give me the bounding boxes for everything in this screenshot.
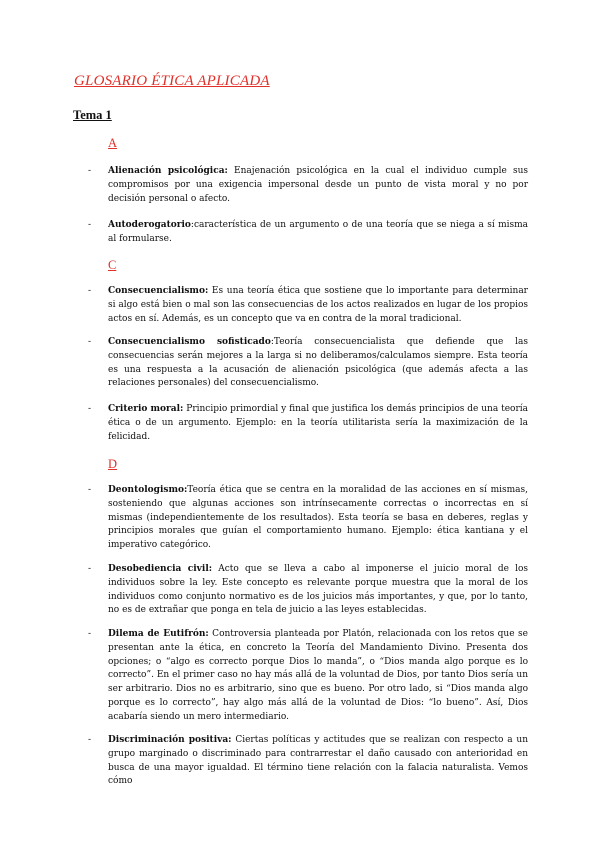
glossary-definition: :característica de un argumento o de una teoría que se niega a sí misma al formularse. [108,220,528,244]
glossary-entry [88,628,528,725]
glossary-definition: Teoría ética que se centra en la moralidad de las acciones en sí mismas, sosteniendo que algunas acciones son intrínsecamente correctas o incorrectas en sí mismas (independientemente de los resultados). Esta teoría se basa en deberes, reglas y principios morales que guían el comportamiento humano. Ejemplo: ética kantiana y el imperativo categórico. [108,485,528,551]
glossary-entry [88,219,528,247]
glossary-definition: :Teoría consecuencialista que defiende que las consecuencias serán mejores a la larga si no deliberamos/calculamos siempre. Esta teoría es una respuesta a la acusación de alienación psicológica (que además afecta a las relaciones personales) del consecuencialismo. [108,337,528,389]
glossary-term: Deontologismo: [108,485,188,495]
letter-heading-d: D [108,457,118,471]
list-bullet: - [88,286,92,296]
page-title: GLOSARIO ÉTICA APLICADA [74,73,270,89]
letter-heading-c: C [108,258,117,272]
glossary-entry [88,734,528,789]
glossary-definition: Enajenación psicológica en la cual el individuo cumple sus compromisos por una exigencia impersonal desde un punto de vista moral y no por decisión personal o afecto. [108,166,528,204]
section-heading: Tema 1 [73,108,112,122]
glossary-term: Alienación psicológica: [108,166,228,176]
list-bullet: - [88,337,92,347]
glossary-term: Dilema de Eutifrón: [108,629,209,639]
glossary-entry [88,336,528,391]
glossary-entry [88,165,528,206]
glossary-term: Discriminación positiva: [108,735,232,745]
letter-heading-a: A [108,136,118,150]
glossary-term: Consecuencialismo sofisticado [108,337,271,347]
glossary-definition: Ciertas políticas y actitudes que se realizan con respecto a un grupo marginado o discriminado para contrarrestar el daño causado con anterioridad en busca de una mayor igualdad. El término tiene relación con la falacia naturalista. Vemos cómo [108,735,528,787]
list-bullet: - [88,564,92,574]
glossary-term: Desobediencia civil: [108,564,213,574]
glossary-entry [88,484,528,553]
glossary-entry [88,563,528,618]
list-bullet: - [88,735,92,745]
glossary-entry [88,403,528,444]
glossary-term: Autoderogatorio [108,220,191,230]
list-bullet: - [88,166,92,176]
glossary-term: Criterio moral: [108,404,184,414]
list-bullet: - [88,629,92,639]
glossary-definition: Es una teoría ética que sostiene que lo importante para determinar si algo está bien o mal son las consecuencias de los actos realizados en lugar de los propios actos en sí. Además, es un concepto que va en contra de la moral tradicional. [108,286,528,324]
glossary-term: Consecuencialismo: [108,286,209,296]
glossary-entry [88,285,528,326]
list-bullet: - [88,220,92,230]
glossary-definition: Principio primordial y final que justifica los demás principios de una teoría ética o de un argumento. Ejemplo: en la teoría utilitarista sería la maximización de la felicidad. [108,404,528,442]
list-bullet: - [88,485,92,495]
glossary-definition: Acto que se lleva a cabo al imponerse el juicio moral de los individuos sobre la ley. Este concepto es relevante porque muestra que la moral de los individuos como conjunto normativo es de los juicios más importantes, y que, por lo tanto, no es de extrañar que ponga en tela de juicio a las leyes establecidas. [108,564,528,616]
list-bullet: - [88,404,92,414]
glossary-definition: Controversia planteada por Platón, relacionada con los retos que se presentan ante la ética, en concreto la Teoría del Mandamiento Divino. Presenta dos opciones; o “algo es correcto porque Dios lo manda”, o “Dios manda algo porque es lo correcto”. En el primer caso no hay más allá de la voluntad de Dios, por tanto Dios sería un ser arbitrario. Dios no es arbitrario, sino que es bueno. Por otro lado, si “Dios manda algo porque es lo correcto”, hay algo más allá de la voluntad de Dios: “lo bueno”. Así, Dios acabaría siendo un mero intermediario. [108,629,528,722]
